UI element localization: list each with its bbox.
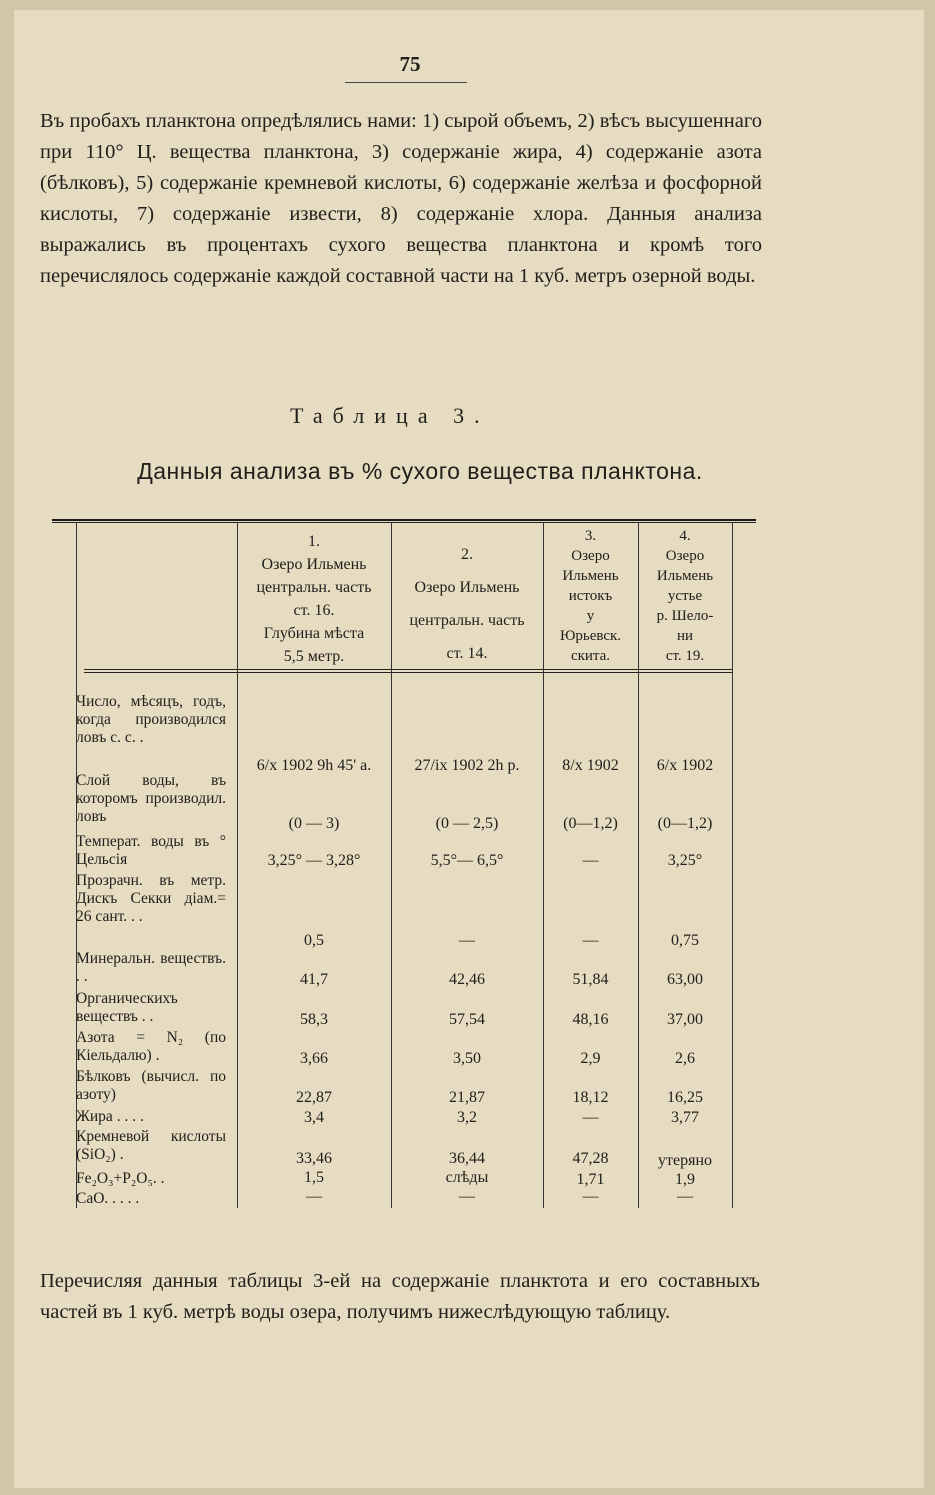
closing-paragraph: Перечисляя данныя таблицы 3-ей на содержаніе планктота и его составныхъ частей въ 1 куб. метрѣ воды озера, получимъ нижеслѣдующую таблицу.	[40, 1270, 760, 1323]
cell-fat-4: 3,77	[671, 1109, 699, 1126]
cell-fat-3: —	[582, 1109, 599, 1126]
cell-iron-phosphorus-4: 1,9	[675, 1171, 695, 1188]
cell-lime-1: —	[306, 1188, 322, 1205]
cell-transparency-2: —	[459, 932, 475, 949]
table-top-rule	[52, 519, 756, 521]
row-label-transparency: Прозрачн. въ метр. Дискъ Секки діам.= 26 сант. . .	[76, 872, 226, 926]
cell-transparency-1: 0,5	[304, 932, 324, 949]
cell-silica-3: 47,28	[572, 1150, 609, 1167]
cell-date-4: 6/х 1902	[656, 757, 714, 774]
cell-date-1: 6/х 1902 9h 45' а.	[256, 757, 372, 774]
cell-temperature-2: 5,5°— 6,5°	[430, 852, 504, 869]
cell-layer-2: (0 — 2,5)	[435, 815, 499, 832]
row-label-lime: CaO. . . . .	[76, 1190, 140, 1207]
cell-proteins-4: 16,25	[667, 1089, 703, 1106]
cell-nitrogen-4: 2,6	[675, 1050, 695, 1067]
row-label-proteins: Бѣлковъ (вычисл. по азоту)	[76, 1068, 226, 1104]
cell-nitrogen-1: 3,66	[300, 1050, 328, 1067]
cell-date-3: 8/х 1902	[562, 757, 619, 774]
cell-proteins-2: 21,87	[449, 1089, 485, 1106]
cell-organic-2: 57,54	[449, 1011, 485, 1028]
row-label-water-layer: Слой воды, въ которомъ производил. ловъ	[76, 772, 226, 826]
cell-mineral-3: 51,84	[572, 971, 609, 988]
cell-silica-2: 36,44	[449, 1150, 485, 1167]
cell-iron-phosphorus-3: 1,71	[576, 1171, 605, 1188]
cell-silica-4: утеряно	[657, 1152, 712, 1169]
row-label-iron-phosphorus: Fe₂O₃+P₂O₅. .	[76, 1170, 165, 1187]
cell-organic-1: 58,3	[300, 1011, 328, 1028]
row-label-temperature: Температ. воды въ ° Цельсія	[76, 833, 226, 869]
row-label-organic: Органическихъ веществъ . .	[76, 990, 178, 1026]
cell-lime-2: —	[459, 1188, 475, 1205]
cell-layer-1: (0 — 3)	[288, 815, 340, 832]
cell-iron-phosphorus-2: слѣды	[445, 1169, 489, 1186]
cell-transparency-3: —	[582, 932, 599, 949]
column-header-4: 4. Озеро Ильмень устье р. Шело- ни ст. 19.	[656, 528, 714, 664]
row-label-silica: Кремневой кислоты (SiO₂) .	[76, 1128, 226, 1164]
column-header-1: 1. Озеро Ильмень центральн. часть ст. 16. Глубина мѣста 5,5 метр.	[256, 533, 372, 665]
row-label-date: Число, мѣсяцъ, годъ, когда производился ловъ с. с. .	[76, 693, 226, 747]
table-caption: Данныя анализа въ % сухого вещества планктона.	[137, 458, 703, 484]
cell-lime-4: —	[677, 1188, 693, 1205]
table-top-rule-thin	[52, 522, 756, 523]
row-label-nitrogen: Азота = N₂ (по Кіельдалю) .	[76, 1029, 226, 1065]
cell-fat-2: 3,2	[457, 1109, 477, 1126]
cell-layer-3: (0—1,2)	[563, 815, 618, 832]
cell-organic-3: 48,16	[572, 1011, 609, 1028]
cell-iron-phosphorus-1: 1,5	[304, 1169, 324, 1186]
cell-layer-4: (0—1,2)	[657, 815, 713, 832]
cell-proteins-3: 18,12	[572, 1089, 609, 1106]
col-divider-right	[732, 522, 733, 1208]
cell-mineral-1: 41,7	[300, 971, 328, 988]
page-number-rule	[345, 82, 467, 83]
row-label-mineral: Минеральн. веществъ. . .	[76, 950, 226, 986]
table-title: Таблица 3.	[290, 403, 490, 428]
cell-lime-3: —	[582, 1188, 599, 1205]
cell-fat-1: 3,4	[304, 1109, 324, 1126]
cell-organic-4: 37,00	[667, 1011, 703, 1028]
cell-mineral-4: 63,00	[667, 971, 703, 988]
cell-nitrogen-2: 3,50	[453, 1050, 481, 1067]
page-number: 75	[399, 52, 421, 76]
column-header-2: 2. Озеро Ильмень центральн. часть ст. 14.	[409, 546, 525, 662]
cell-temperature-1: 3,25° — 3,28°	[267, 852, 361, 869]
row-label-fat: Жира . . . .	[76, 1108, 144, 1125]
cell-mineral-2: 42,46	[449, 971, 485, 988]
cell-silica-1: 33,46	[296, 1150, 332, 1167]
cell-transparency-4: 0,75	[671, 932, 699, 949]
header-rule-double	[84, 672, 732, 673]
cell-temperature-4: 3,25°	[667, 852, 703, 869]
cell-temperature-3: —	[582, 852, 599, 869]
cell-date-2: 27/ix 1902 2h р.	[414, 757, 520, 774]
column-header-3: 3. Озеро Ильмень истокъ у Юрьевск. скита.	[559, 528, 622, 664]
intro-paragraph: Въ пробахъ планктона опредѣлялись нами: 1) сырой объемъ, 2) вѣсъ высушеннаго при 110° Ц. вещества планктона, 3) содержаніе жира, 4) содержаніе азота (бѣлковъ), 5) содержаніе кремневой кислоты, 6) содержаніе желѣза и фосфорной кислоты, 7) содержаніе извести, 8) содержаніе хлора. Данныя анализа выражались въ процентахъ сухого вещества планктона и кромѣ того перечислялось содержаніе каждой составной части на 1 куб. метръ озерной воды.	[40, 110, 762, 287]
cell-proteins-1: 22,87	[296, 1089, 332, 1106]
cell-nitrogen-3: 2,9	[580, 1050, 601, 1067]
